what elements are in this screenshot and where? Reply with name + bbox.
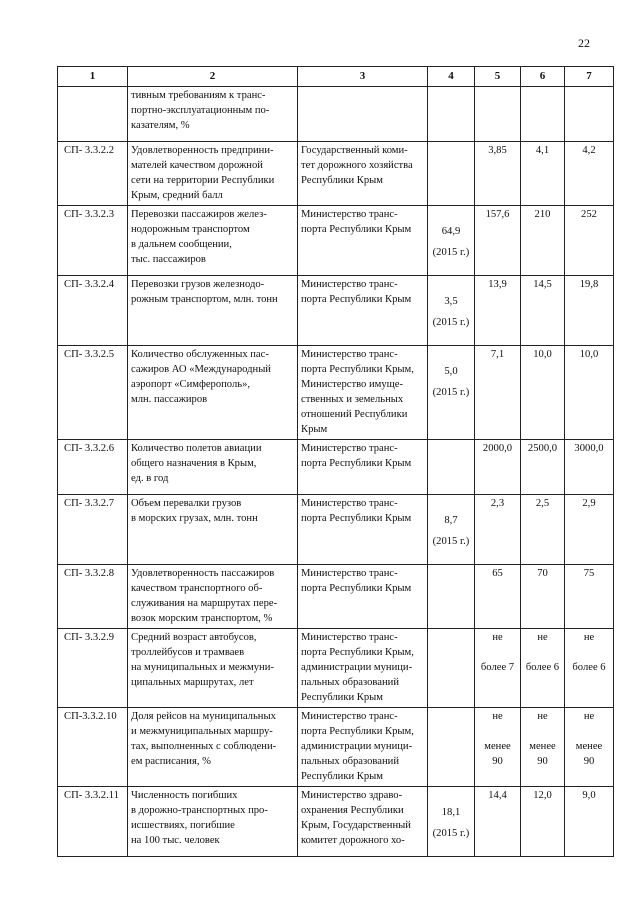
base-value-cell bbox=[428, 346, 475, 440]
table-row bbox=[58, 87, 614, 142]
value-col5: 157,6 bbox=[475, 206, 521, 276]
indicator-name: Удовлетворенность пассажиров качеством транспортного об- служивания на маршрутах пере- возок морским транспортом, % bbox=[128, 565, 298, 629]
indicator-code: СП- 3.3.2.2 bbox=[58, 142, 128, 206]
table-row bbox=[58, 495, 614, 565]
base-value-cell bbox=[428, 142, 475, 206]
value-col6: 2,5 bbox=[521, 495, 565, 565]
base-year: (2015 г.) bbox=[432, 387, 470, 398]
value-col7: 252 bbox=[565, 206, 614, 276]
indicator-code: СП-3.3.2.10 bbox=[58, 708, 128, 787]
base-value: 5,0 bbox=[444, 366, 458, 377]
base-value-cell bbox=[428, 440, 475, 495]
base-value-cell bbox=[428, 629, 475, 708]
table-row bbox=[58, 629, 614, 708]
indicator-name: Перевозки грузов железнодо- рожным транспортом, млн. тонн bbox=[128, 276, 298, 346]
indicator-name: Количество полетов авиации общего назначения в Крым, ед. в год bbox=[128, 440, 298, 495]
indicator-code: СП- 3.3.2.5 bbox=[58, 346, 128, 440]
responsible-org: Министерство транс- порта Республики Крым bbox=[298, 276, 428, 346]
indicator-name: Перевозки пассажиров желез- нодорожным транспортом в дальнем сообщении, тыс. пассажиров bbox=[128, 206, 298, 276]
base-value-cell bbox=[428, 276, 475, 346]
responsible-org bbox=[298, 87, 428, 142]
responsible-org: Министерство транс- порта Республики Крым bbox=[298, 440, 428, 495]
responsible-org: Министерство транс- порта Республики Крым, Министерство имуще- ственных и земельных отношений Республики Крым bbox=[298, 346, 428, 440]
value-col7: 3000,0 bbox=[565, 440, 614, 495]
column-header: 6 bbox=[521, 67, 565, 87]
value-col7 bbox=[565, 87, 614, 142]
responsible-org: Государственный коми- тет дорожного хозяйства Республики Крым bbox=[298, 142, 428, 206]
column-header: 4 bbox=[428, 67, 475, 87]
base-value-cell bbox=[428, 708, 475, 787]
column-header: 7 bbox=[565, 67, 614, 87]
column-header: 5 bbox=[475, 67, 521, 87]
value-col6: 210 bbox=[521, 206, 565, 276]
base-value-cell bbox=[428, 787, 475, 857]
indicators-table bbox=[57, 66, 614, 857]
indicator-name: тивным требованиям к транс- портно-эксплуатационным по- казателям, % bbox=[128, 87, 298, 142]
base-year: (2015 г.) bbox=[432, 247, 470, 258]
base-value-cell bbox=[428, 87, 475, 142]
value-col6: 4,1 bbox=[521, 142, 565, 206]
table-row bbox=[58, 565, 614, 629]
responsible-org: Министерство здраво- охранения Республики Крым, Государственный комитет дорожного хо- bbox=[298, 787, 428, 857]
base-year: (2015 г.) bbox=[432, 317, 470, 328]
table-header-row bbox=[58, 67, 614, 87]
value-col5: не менее 90 bbox=[475, 708, 521, 787]
value-col7: 2,9 bbox=[565, 495, 614, 565]
column-header: 1 bbox=[58, 67, 128, 87]
column-header: 2 bbox=[128, 67, 298, 87]
value-col6 bbox=[521, 87, 565, 142]
indicator-code: СП- 3.3.2.4 bbox=[58, 276, 128, 346]
value-col6: 12,0 bbox=[521, 787, 565, 857]
indicator-name: Численность погибших в дорожно-транспортных про- исшествиях, погибшие на 100 тыс. человек bbox=[128, 787, 298, 857]
indicator-name: Средний возраст автобусов, троллейбусов и трамваев на муниципальных и межмуни- ципальных маршрутах, лет bbox=[128, 629, 298, 708]
indicator-code: СП- 3.3.2.9 bbox=[58, 629, 128, 708]
value-col5: 2,3 bbox=[475, 495, 521, 565]
base-value-cell bbox=[428, 565, 475, 629]
table-row bbox=[58, 142, 614, 206]
indicator-code bbox=[58, 87, 128, 142]
indicator-name: Объем перевалки грузов в морских грузах, млн. тонн bbox=[128, 495, 298, 565]
indicator-code: СП- 3.3.2.11 bbox=[58, 787, 128, 857]
value-col5: 2000,0 bbox=[475, 440, 521, 495]
indicator-name: Количество обслуженных пас- сажиров АО «Международный аэропорт «Симферополь», млн. пассажиров bbox=[128, 346, 298, 440]
value-col5: 13,9 bbox=[475, 276, 521, 346]
value-col5: 7,1 bbox=[475, 346, 521, 440]
base-year: (2015 г.) bbox=[432, 536, 470, 547]
value-col5: 65 bbox=[475, 565, 521, 629]
value-col6: не менее 90 bbox=[521, 708, 565, 787]
indicator-code: СП- 3.3.2.8 bbox=[58, 565, 128, 629]
base-value: 18,1 bbox=[441, 807, 461, 818]
base-value: 8,7 bbox=[444, 515, 458, 526]
responsible-org: Министерство транс- порта Республики Крым bbox=[298, 565, 428, 629]
value-col7: не менее 90 bbox=[565, 708, 614, 787]
indicator-code: СП- 3.3.2.6 bbox=[58, 440, 128, 495]
value-col6: 14,5 bbox=[521, 276, 565, 346]
indicator-code: СП- 3.3.2.3 bbox=[58, 206, 128, 276]
value-col5: не более 7 bbox=[475, 629, 521, 708]
value-col7: не более 6 bbox=[565, 629, 614, 708]
base-value: 64,9 bbox=[441, 226, 461, 237]
value-col5: 14,4 bbox=[475, 787, 521, 857]
value-col5 bbox=[475, 87, 521, 142]
responsible-org: Министерство транс- порта Республики Крым, администрации муници- пальных образований Республики Крым bbox=[298, 629, 428, 708]
value-col6: не более 6 bbox=[521, 629, 565, 708]
table-row bbox=[58, 346, 614, 440]
value-col7: 9,0 bbox=[565, 787, 614, 857]
table-row bbox=[58, 787, 614, 857]
responsible-org: Министерство транс- порта Республики Крым, администрации муници- пальных образований Республики Крым bbox=[298, 708, 428, 787]
responsible-org: Министерство транс- порта Республики Крым bbox=[298, 206, 428, 276]
value-col5: 3,85 bbox=[475, 142, 521, 206]
responsible-org: Министерство транс- порта Республики Крым bbox=[298, 495, 428, 565]
value-col6: 70 bbox=[521, 565, 565, 629]
table-row bbox=[58, 440, 614, 495]
page-number: 22 bbox=[578, 36, 590, 50]
base-value: 3,5 bbox=[444, 296, 458, 307]
table-row bbox=[58, 206, 614, 276]
indicator-name: Доля рейсов на муниципальных и межмуниципальных маршру- тах, выполненных с соблюдени- ем расписания, % bbox=[128, 708, 298, 787]
base-value-cell bbox=[428, 206, 475, 276]
value-col6: 2500,0 bbox=[521, 440, 565, 495]
column-header: 3 bbox=[298, 67, 428, 87]
indicator-name: Удовлетворенность предприни- мателей качеством дорожной сети на территории Республики Крым, средний балл bbox=[128, 142, 298, 206]
base-value-cell bbox=[428, 495, 475, 565]
value-col6: 10,0 bbox=[521, 346, 565, 440]
table-row bbox=[58, 276, 614, 346]
value-col7: 75 bbox=[565, 565, 614, 629]
value-col7: 19,8 bbox=[565, 276, 614, 346]
indicator-code: СП- 3.3.2.7 bbox=[58, 495, 128, 565]
table-row bbox=[58, 708, 614, 787]
value-col7: 10,0 bbox=[565, 346, 614, 440]
base-year: (2015 г.) bbox=[432, 828, 470, 839]
value-col7: 4,2 bbox=[565, 142, 614, 206]
